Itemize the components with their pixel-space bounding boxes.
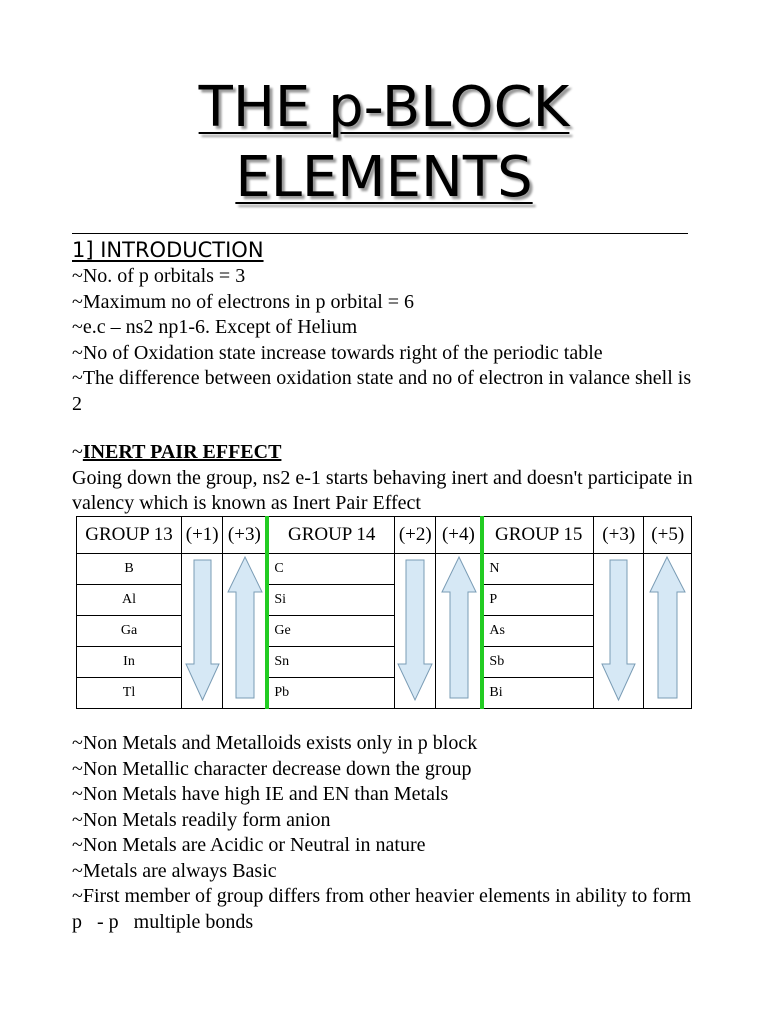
group-oxidation-table <box>76 516 692 709</box>
arrow-polygon <box>398 560 432 700</box>
inert-prefix: ~ <box>72 441 83 463</box>
down-arrow-shape <box>182 554 223 706</box>
list-item: ~Non Metals and Metalloids exists only in p block <box>72 732 478 754</box>
arrow-polygon <box>228 557 262 698</box>
element-cell: Tl <box>77 678 182 709</box>
up-arrow-shape <box>223 554 267 706</box>
inert-pair-heading: INERT PAIR EFFECT <box>82 441 282 463</box>
arrow-down-icon <box>593 554 643 709</box>
intro-line: ~The difference between oxidation state and no of electron in valance shell is 2 <box>72 367 692 415</box>
element-cell: B <box>77 554 182 585</box>
arrow-down-icon <box>182 554 223 709</box>
header-group-13: GROUP 13 <box>77 517 182 554</box>
header-oxidation: (+3) <box>593 517 643 554</box>
header-oxidation: (+1) <box>182 517 223 554</box>
intro-list <box>72 264 697 417</box>
down-arrow-shape <box>395 554 436 706</box>
intro-line: ~No of Oxidation state increase towards right of the periodic table <box>72 341 603 364</box>
header-group-15: GROUP 15 <box>482 517 593 554</box>
element-cell: N <box>482 554 593 585</box>
arrow-polygon <box>602 560 635 700</box>
table-row <box>77 554 692 585</box>
element-cell: Sn <box>267 647 394 678</box>
list-item: ~Non Metals readily form anion <box>72 808 331 831</box>
title-line-2: ELEMENTS <box>235 145 533 210</box>
header-oxidation: (+5) <box>644 517 692 554</box>
element-cell: Ge <box>267 616 394 647</box>
element-cell: In <box>77 647 182 678</box>
header-oxidation: (+4) <box>436 517 482 554</box>
element-cell: As <box>482 616 593 647</box>
element-cell: Bi <box>482 678 593 709</box>
horizontal-rule <box>72 233 688 234</box>
up-arrow-shape <box>436 554 482 706</box>
intro-line: ~Maximum no of electrons in p orbital = 6 <box>72 290 415 313</box>
arrow-up-icon <box>644 554 692 709</box>
list-item: ~Metals are always Basic <box>72 859 277 882</box>
table-header-row <box>77 517 692 554</box>
arrow-polygon <box>442 557 476 698</box>
element-cell: C <box>267 554 394 585</box>
element-cell: Ga <box>77 616 182 647</box>
properties-list <box>72 731 697 935</box>
section-heading-introduction: 1] INTRODUCTION <box>72 238 264 262</box>
header-oxidation: (+2) <box>395 517 436 554</box>
arrow-up-icon <box>436 554 482 709</box>
down-arrow-shape <box>594 554 644 706</box>
element-cell: Si <box>267 585 394 616</box>
list-item: ~Non Metallic character decrease down the group <box>72 757 472 780</box>
list-item: ~Non Metals have high IE and EN than Metals <box>72 783 449 805</box>
list-item: ~First member of group differs from other heavier elements in ability to form p - p multiple bonds <box>72 885 692 933</box>
element-cell: Al <box>77 585 182 616</box>
header-oxidation: (+3) <box>223 517 267 554</box>
intro-line: ~e.c – ns2 np1-6. Except of Helium <box>72 316 358 338</box>
element-cell: Pb <box>267 678 394 709</box>
inert-pair-section <box>72 440 697 517</box>
title-line-1: THE p-BLOCK <box>198 75 570 140</box>
arrow-polygon <box>186 560 219 700</box>
inert-heading-line <box>72 440 697 466</box>
arrow-polygon <box>650 557 685 698</box>
header-group-14: GROUP 14 <box>267 517 394 554</box>
up-arrow-shape <box>644 554 691 706</box>
intro-line: ~No. of p orbitals = 3 <box>72 265 246 287</box>
element-cell: Sb <box>482 647 593 678</box>
list-item: ~Non Metals are Acidic or Neutral in nature <box>72 834 426 856</box>
inert-pair-body: Going down the group, ns2 e-1 starts behaving inert and doesn't participate in valency which is known as Inert Pair Effect <box>72 466 693 514</box>
element-cell: P <box>482 585 593 616</box>
arrow-up-icon <box>223 554 267 709</box>
arrow-down-icon <box>395 554 436 709</box>
